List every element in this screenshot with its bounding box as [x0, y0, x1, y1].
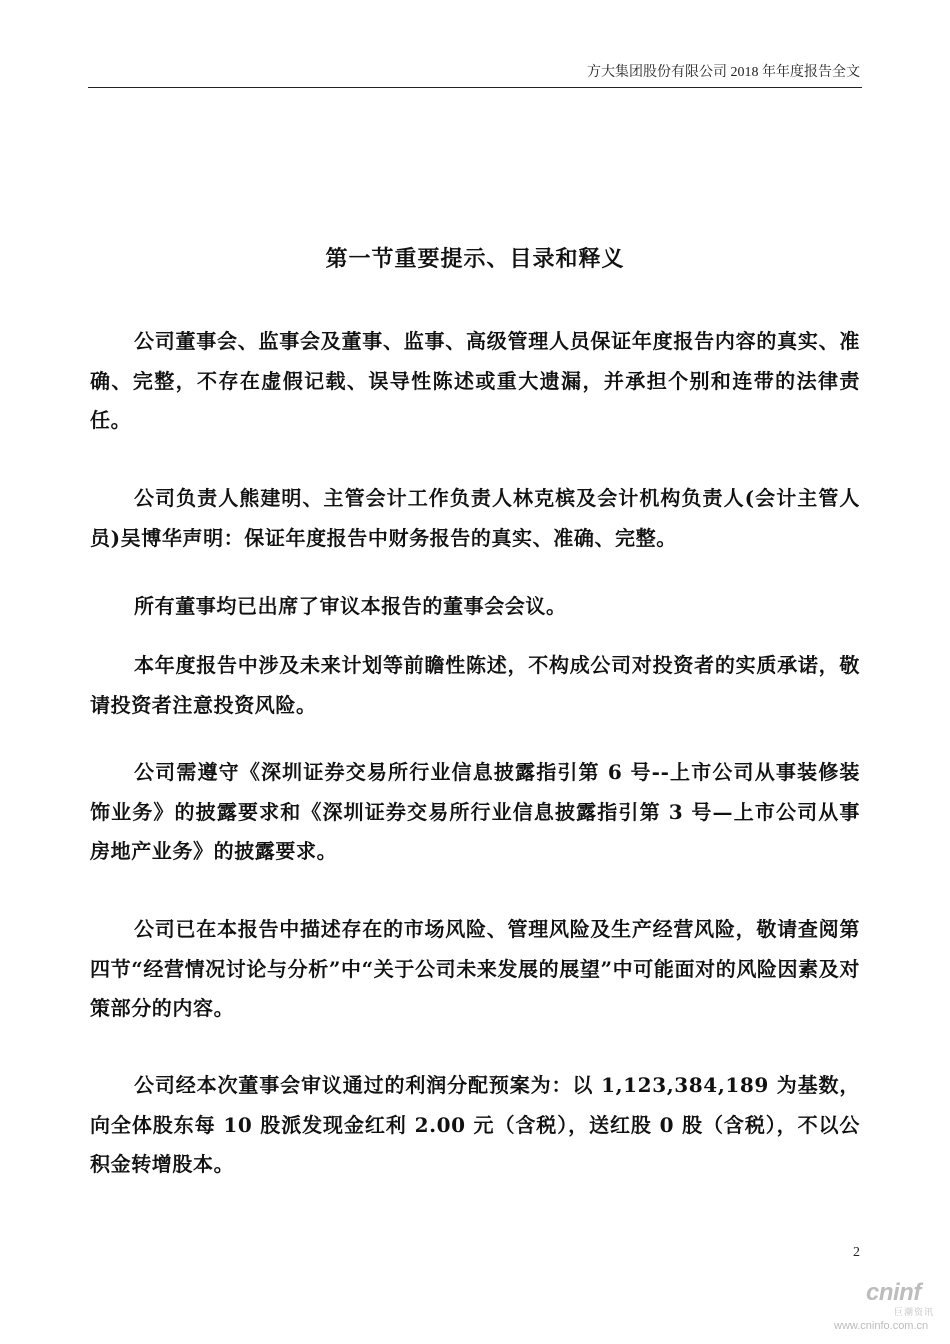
- paragraph-profit-distribution: 公司经本次董事会审议通过的利润分配预案为：以 1,123,384,189 为基数，向全体股东每 10 股派发现金红利 2.00 元（含税），送红股 0 股（含税），不以公积金转增股本。: [90, 1073, 860, 1176]
- paragraph-responsible-persons: 公司负责人熊建明、主管会计工作负责人林克槟及会计机构负责人(会计主管人员)吴博华声明：保证年度报告中财务报告的真实、准确、完整。: [90, 486, 860, 550]
- paragraph-risk-factors: 公司已在本报告中描述存在的市场风险、管理风险及生产经营风险，敬请查阅第四节“经营情况讨论与分析”中“关于公司未来发展的展望”中可能面对的风险因素及对策部分的内容。: [90, 917, 860, 1020]
- watermark-url: www.cninfo.com.cn: [834, 1320, 929, 1332]
- watermark-cn-text: 巨潮资讯: [894, 1307, 935, 1317]
- header-rule: [88, 87, 862, 88]
- watermark-logo: cninf: [866, 1279, 921, 1306]
- page-number: 2: [853, 1245, 860, 1260]
- section-title: 第一节重要提示、目录和释义: [325, 246, 625, 272]
- paragraph-board-guarantee: 公司董事会、监事会及董事、监事、高级管理人员保证年度报告内容的真实、准确、完整，不存在虚假记载、误导性陈述或重大遗漏，并承担个别和连带的法律责任。: [90, 329, 860, 432]
- running-header: 方大集团股份有限公司 2018 年年度报告全文: [587, 65, 860, 80]
- paragraph-forward-looking: 本年度报告中涉及未来计划等前瞻性陈述，不构成公司对投资者的实质承诺，敬请投资者注意投资风险。: [90, 653, 860, 717]
- paragraph-directors-attendance: 所有董事均已出席了审议本报告的董事会会议。: [134, 594, 567, 618]
- cninfo-watermark: [832, 1279, 944, 1337]
- paragraph-disclosure-guidelines: 公司需遵守《深圳证券交易所行业信息披露指引第 6 号--上市公司从事装修装饰业务》的披露要求和《深圳证券交易所行业信息披露指引第 3 号—上市公司从事房地产业务》的披露要求。: [90, 760, 860, 863]
